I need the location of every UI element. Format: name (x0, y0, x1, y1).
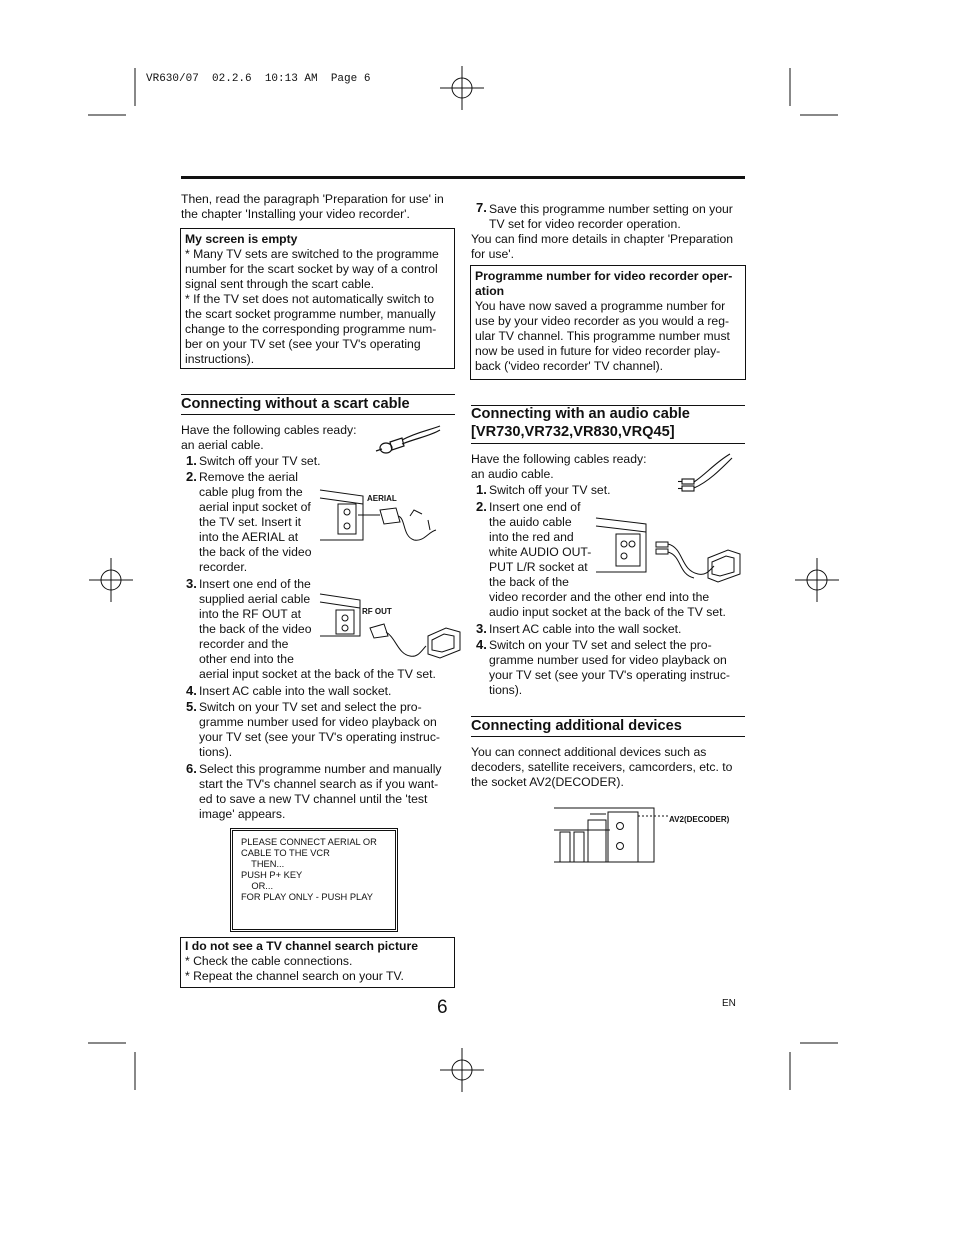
step-7 (489, 202, 733, 232)
step-line: into the RF OUT at (199, 607, 302, 621)
text-line: the socket AV2(DECODER). (471, 775, 624, 789)
aerial-socket-illustration (318, 482, 448, 548)
print-slug: VR630/07 02.2.6 10:13 AM Page 6 (146, 73, 371, 85)
top-rule (181, 176, 745, 179)
rf-out-illustration (318, 588, 468, 660)
step-line: Insert AC cable into the wall socket. (489, 622, 682, 636)
step-line: supplied aerial cable (199, 592, 311, 606)
note-line: change to the corresponding programme num- (185, 322, 437, 336)
text-line: Have the following cables ready: (181, 423, 357, 437)
screen-line: FOR PLAY ONLY - PUSH PLAY (241, 892, 373, 902)
label-av2-decoder: AV2(DECODER) (669, 815, 730, 824)
note-line: ber on your TV set (see your TV's operating (185, 337, 421, 351)
audio-socket-illustration (594, 512, 744, 584)
step-line: gramme number used for video playback on (489, 653, 727, 667)
audio-step-1 (489, 483, 610, 498)
step-line: into the red and (489, 530, 574, 544)
text-line: an aerial cable. (181, 438, 264, 452)
note-title: I do not see a TV channel search picture (185, 939, 418, 953)
audio-cables-ready (471, 452, 646, 482)
channel-search-note (180, 937, 455, 988)
step-number: 3. (186, 576, 197, 591)
text-line: You can connect additional devices such as (471, 745, 707, 759)
note-line: back ('video recorder' TV channel). (475, 359, 664, 373)
step-number: 5. (186, 699, 197, 714)
note-line: number for the scart socket by way of a control (185, 262, 438, 276)
note-title: My screen is empty (185, 232, 298, 246)
label-rf-out: RF OUT (362, 607, 392, 616)
step-line: white AUDIO OUT- (489, 545, 592, 559)
step-line: image' appears. (199, 807, 286, 821)
title-line: Connecting with an audio cable (471, 406, 690, 422)
note-title: ation (475, 284, 505, 298)
step-number: 2. (476, 499, 487, 514)
label-aerial: AERIAL (367, 494, 397, 503)
step-line: the back of the video (199, 545, 312, 559)
text-line: for use'. (471, 247, 514, 261)
note-title: Programme number for video recorder oper- (475, 269, 733, 283)
step-number: 2. (186, 469, 197, 484)
text-line: You can find more details in chapter 'Preparation (471, 232, 734, 246)
cables-ready (181, 423, 356, 453)
step-line: gramme number used for video playback on (199, 715, 437, 729)
note-line: You have now saved a programme number for (475, 299, 726, 313)
additional-devices-text (471, 745, 732, 790)
step-number: 4. (476, 637, 487, 652)
title-line: [VR730,VR732,VR830,VRQ45] (471, 424, 675, 440)
step-line: other end into the (199, 652, 294, 666)
step-line: start the TV's channel search as if you want- (199, 777, 439, 791)
text-line: an audio cable. (471, 467, 554, 481)
section-title-no-scart: Connecting without a scart cable (181, 396, 410, 412)
step-line: cable plug from the (199, 485, 303, 499)
step-line: the back of the video (199, 622, 312, 636)
programme-number-note (470, 265, 746, 380)
intro-paragraph: Then, read the paragraph 'Preparation for use' in the chapter 'Installing your video recorder'. (181, 192, 444, 221)
screen-line: OR... (241, 881, 274, 891)
audio-step-4 (489, 638, 730, 698)
note-line: * Check the cable connections. (185, 954, 353, 968)
step-line: recorder. (199, 560, 248, 574)
step-line: Remove the aerial (199, 470, 298, 484)
section-rule (181, 414, 455, 415)
note-line: ular TV channel. This programme number must (475, 329, 730, 343)
tv-screen-message (230, 828, 398, 932)
step-line: Switch off your TV set. (199, 454, 321, 468)
step-line: PUT L/R socket at (489, 560, 588, 574)
step-4 (199, 684, 391, 699)
step-2 (199, 470, 311, 575)
step-number: 4. (186, 683, 197, 698)
step-line: tions). (199, 745, 233, 759)
step-1 (199, 454, 320, 469)
step-5 (199, 700, 440, 760)
step-line: Switch off your TV set. (489, 483, 611, 497)
step-line: audio input socket at the back of the TV set. (489, 605, 726, 619)
screen-line: PLEASE CONNECT AERIAL OR (241, 837, 377, 847)
step-line: Switch on your TV set and select the pro- (199, 700, 422, 714)
step-number: 6. (186, 761, 197, 776)
step-line: the auido cable (489, 515, 572, 529)
note-line: instructions). (185, 352, 255, 366)
note-line: the scart socket programme number, manually (185, 307, 436, 321)
step-number: 7. (476, 200, 487, 215)
page-number: 6 (437, 997, 448, 1018)
text-line: Have the following cables ready: (471, 452, 647, 466)
section-title-additional: Connecting additional devices (471, 718, 682, 734)
screen-line: THEN... (241, 859, 285, 869)
more-details (471, 232, 733, 262)
screen-line: CABLE TO THE VCR (241, 848, 330, 858)
step-line: aerial input socket at the back of the TV set. (199, 667, 436, 681)
step-line: Save this programme number setting on your (489, 202, 733, 216)
audio-step-3 (489, 622, 681, 637)
step-number: 3. (476, 621, 487, 636)
step-line: Switch on your TV set and select the pro- (489, 638, 712, 652)
step-number: 1. (186, 453, 197, 468)
step-line: video recorder and the other end into the (489, 590, 710, 604)
step-line: into the AERIAL at (199, 530, 299, 544)
step-line: the TV set. Insert it (199, 515, 302, 529)
note-line: * Many TV sets are switched to the programme (185, 247, 439, 261)
step-line: the back of the (489, 575, 569, 589)
step-line: tions). (489, 683, 523, 697)
step-line: TV set for video recorder operation. (489, 217, 681, 231)
step-line: ed to save a new TV channel until the 'test (199, 792, 428, 806)
audio-cable-illustration (676, 452, 736, 498)
note-line: use by your video recorder as you would a reg- (475, 314, 730, 328)
screen-empty-note (180, 228, 455, 369)
step-line: recorder and the (199, 637, 289, 651)
step-line: your TV set (see your TV's operating instruc- (489, 668, 730, 682)
step-line: Insert one end of the (199, 577, 311, 591)
step-line: Insert AC cable into the wall socket. (199, 684, 392, 698)
step-line: aerial input socket of (199, 500, 311, 514)
screen-line: PUSH P+ KEY (241, 870, 303, 880)
language-code: EN (722, 998, 736, 1009)
section-rule (471, 736, 745, 737)
section-rule (471, 443, 745, 444)
note-line: signal sent through the scart cable. (185, 277, 375, 291)
text-line: decoders, satellite receivers, camcorders, etc. to (471, 760, 733, 774)
section-title-audio (471, 405, 690, 441)
note-line: now be used in future for video recorder play- (475, 344, 721, 358)
av2-socket-illustration (550, 804, 668, 868)
step-line: Select this programme number and manually (199, 762, 442, 776)
step-number: 1. (476, 482, 487, 497)
note-line: * If the TV set does not automatically switch to (185, 292, 435, 306)
note-line: * Repeat the channel search on your TV. (185, 969, 404, 983)
step-6 (199, 762, 442, 822)
aerial-cable-illustration (372, 424, 444, 464)
step-line: Insert one end of (489, 500, 581, 514)
step-line: your TV set (see your TV's operating instruc- (199, 730, 440, 744)
